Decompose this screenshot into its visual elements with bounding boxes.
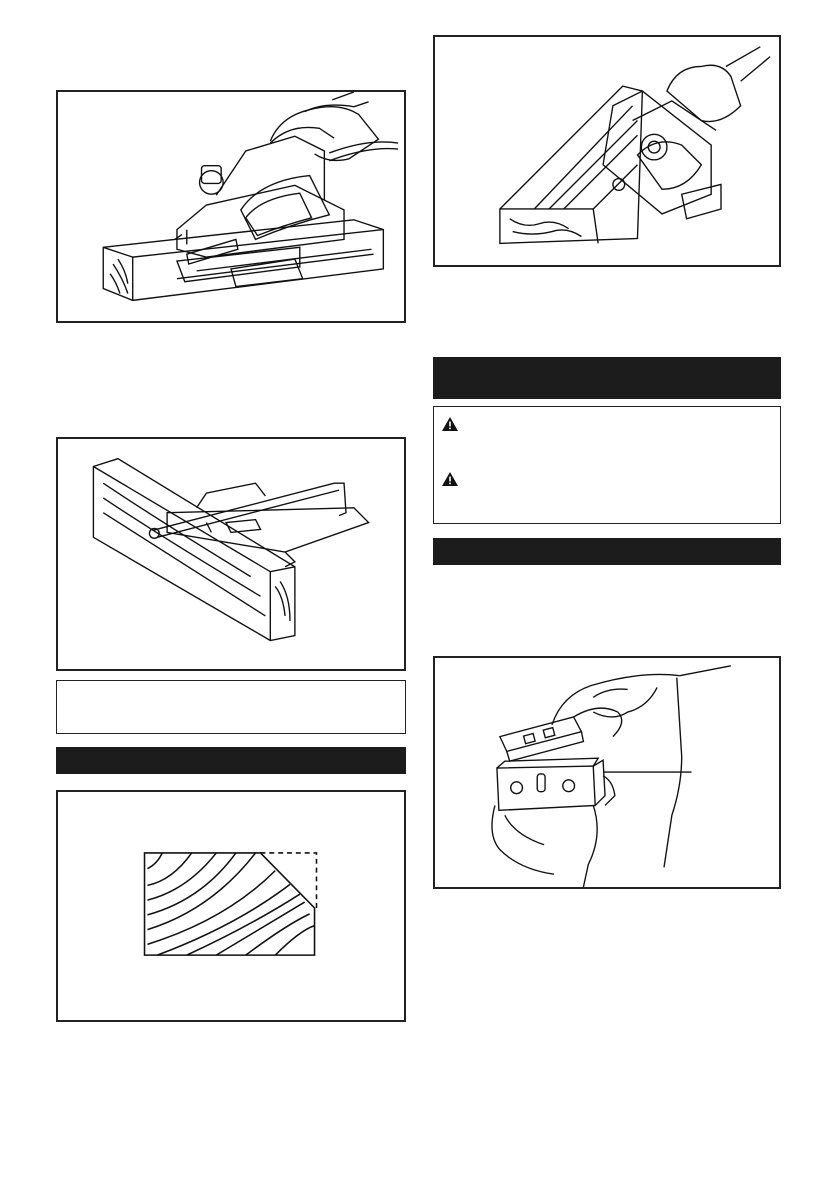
chamfer-section-illustration xyxy=(58,792,404,1020)
section-header-bar-right xyxy=(433,538,781,565)
figure-planer-tilted xyxy=(433,35,781,267)
warning-triangle-icon xyxy=(441,416,459,432)
blade-hands-illustration xyxy=(435,658,779,887)
edge-fence-illustration xyxy=(58,439,404,669)
section-header-bar-left xyxy=(56,747,406,774)
figure-edge-fence xyxy=(56,437,406,671)
section-header-bar-right-tall xyxy=(433,357,781,399)
figure-chamfer-section xyxy=(56,790,406,1022)
planer-tilted-illustration xyxy=(435,37,779,265)
figure-planer-on-board xyxy=(56,90,406,323)
page-footer xyxy=(0,1184,840,1192)
warning-box xyxy=(433,406,781,524)
figure-blade-hands xyxy=(433,656,781,889)
planer-on-board-illustration xyxy=(58,92,404,321)
warning-triangle-icon xyxy=(441,471,459,487)
note-box xyxy=(56,680,406,734)
